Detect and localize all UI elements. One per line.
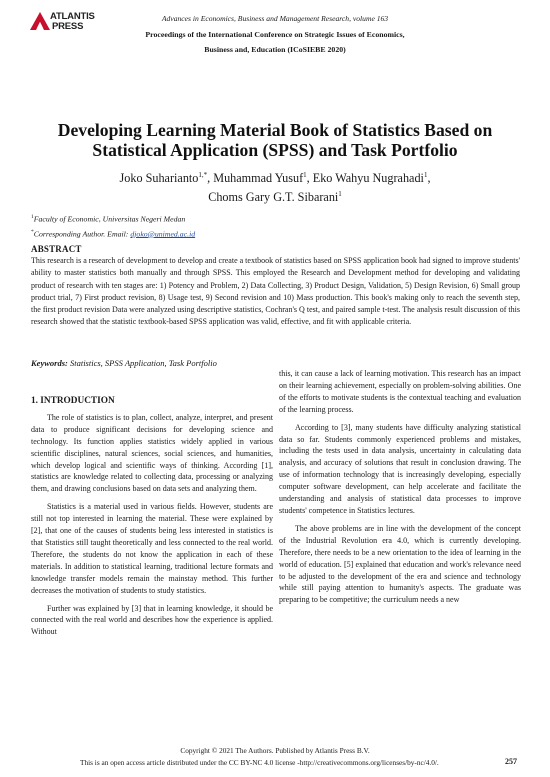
affiliations xyxy=(31,211,195,240)
paragraph: this, it can cause a lack of learning motivation. This research has an impact on their learning achievement, especially on problem-solving abilities. One of the efforts to motivate students is the contextual teaching and evaluation of the learning process. xyxy=(279,369,521,414)
paper-title: Developing Learning Material Book of Statistics Based on Statistical Application (SPSS) and Task Portfolio xyxy=(57,120,493,160)
paragraph: According to [3], many students have difficulty analyzing statistical data so far. Students commonly experienced problems and mistakes, including the tests used in data analysis, uncertainty in calculating data analysis, and accuracy of solutions that result in conclusion drawing. The use of information technology that is increasingly developing, especially computer software development, can help accelerate and facilitate the understanding and analysis of statistical data processes to improve students' competence in Statistics lectures. xyxy=(279,422,521,515)
author-1-sup: 1,* xyxy=(198,171,208,179)
corresponding-sup: * xyxy=(31,228,34,235)
proceedings-header: Proceedings of the International Conference on Strategic Issues of Economics, xyxy=(145,30,405,39)
copyright-notice: Copyright © 2021 The Authors. Published by Atlantis Press B.V. xyxy=(180,746,370,755)
journal-header: Advances in Economics, Business and Management Research, volume 163 xyxy=(161,14,389,23)
publisher-line1: ATLANTIS xyxy=(50,11,95,22)
keywords-text: Statistics, SPSS Application, Task Portfolio xyxy=(69,358,217,368)
author-list xyxy=(60,167,490,205)
atlantis-press-logo-icon xyxy=(29,11,51,35)
proceedings-header-2: Business and, Education (ICoSIEBE 2020) xyxy=(204,45,346,54)
author-2: , Muhammad Yusuf xyxy=(207,171,304,186)
email-link[interactable]: djoko@unimed.ac.id xyxy=(130,229,196,239)
author-4-separator: , xyxy=(427,171,431,186)
author-2-sup: 1 xyxy=(303,171,307,179)
publisher-line2: PRESS xyxy=(52,21,84,32)
license-notice: This is an open access article distributed under the CC BY-NC 4.0 license -http://creativecommons.org/licenses/by-nc/4.0/. xyxy=(80,758,439,767)
abstract-heading: ABSTRACT xyxy=(31,244,82,254)
keywords-label: Keywords: xyxy=(31,358,68,368)
section-heading: 1. INTRODUCTION xyxy=(31,396,115,406)
keywords xyxy=(31,358,217,368)
author-3-sup: 1 xyxy=(423,171,428,179)
paragraph: The above problems are in line with the development of the concept of the Industrial Revolution era 4.0, which is currently developing. Therefore, there needs to be a new orientation to the idea of learning in the world of education. [5] explained that education and work's relevance need to be adjusted to the development of the era and science and technology while still paying attention to humanity's aspects. The graduate was preparing to be competitive; the curriculum needs a new xyxy=(279,523,521,605)
abstract-body: This research is a research of development to develop and create a textbook of statistics based on SPSS application book had signed to improve students' ability to master statistics both manually and through SPSS. This employed the Research and Development method for developing and validating product of research with ten stages are: 1) Potency and Problem, 2) Data Collecting, 3) Product Design, Validation, 5) Design Revision, 6) Small group product trial, 7) First product revision, 8) Usage test, 9) Second revision and 10) Mass production. This book's making only to reach the seventh step, the first product revision Data were analyzed using descriptive statistics, Cochran's Q test, and paired sample t-test. The analysis result discussion of this research showed that the statistic textbook-based SPSS application was valid, effective, and fit with applicable criteria. xyxy=(31,256,520,327)
author-3: , Eko Wahyu Nugrahadi xyxy=(306,171,424,186)
right-column xyxy=(279,368,521,612)
author-1: Joko Suharianto xyxy=(119,171,199,186)
paragraph: Statistics is a material used in various fields. However, students are still not top interested in learning the material. These were explained by [2], that one of the causes of students being less interested in statistics is that Statistics still taught theoretically and less connected to the real world. Therefore, the students do not know the application in each of these materials. In addition to statistical learning, traditional lecture formats and knowledge transfer models remain the mainstay method. This further decreases the motivation of students to study statistics. xyxy=(31,502,273,595)
page-number: 257 xyxy=(505,757,517,766)
paragraph: Further was explained by [3] that in learning knowledge, it should be connected with the real world and describes how the experience is applied. Without xyxy=(31,603,273,637)
author-4: Choms Gary G.T. Sibarani xyxy=(208,190,339,205)
affiliation-sup: 1 xyxy=(31,214,34,220)
paragraph: The role of statistics is to plan, collect, analyze, interpret, and present data to produce significant decisions for developing science and technology. Its function applies statistics widely applied in various scientific disciplines, natural sciences, social sciences, and humanities, which develop logical and scientific ways of thinking. According [1], statistics are knowledge related to collecting data, processing or analyzing them, and drawing conclusions based on data sets and analyzing them. xyxy=(31,412,273,494)
corresponding-text: Corresponding Author. Email: xyxy=(33,229,131,239)
author-4-sup: 1 xyxy=(338,190,342,199)
affiliation-text: Faculty of Economic, Universitas Negeri Medan xyxy=(33,214,186,224)
left-column xyxy=(31,396,273,644)
